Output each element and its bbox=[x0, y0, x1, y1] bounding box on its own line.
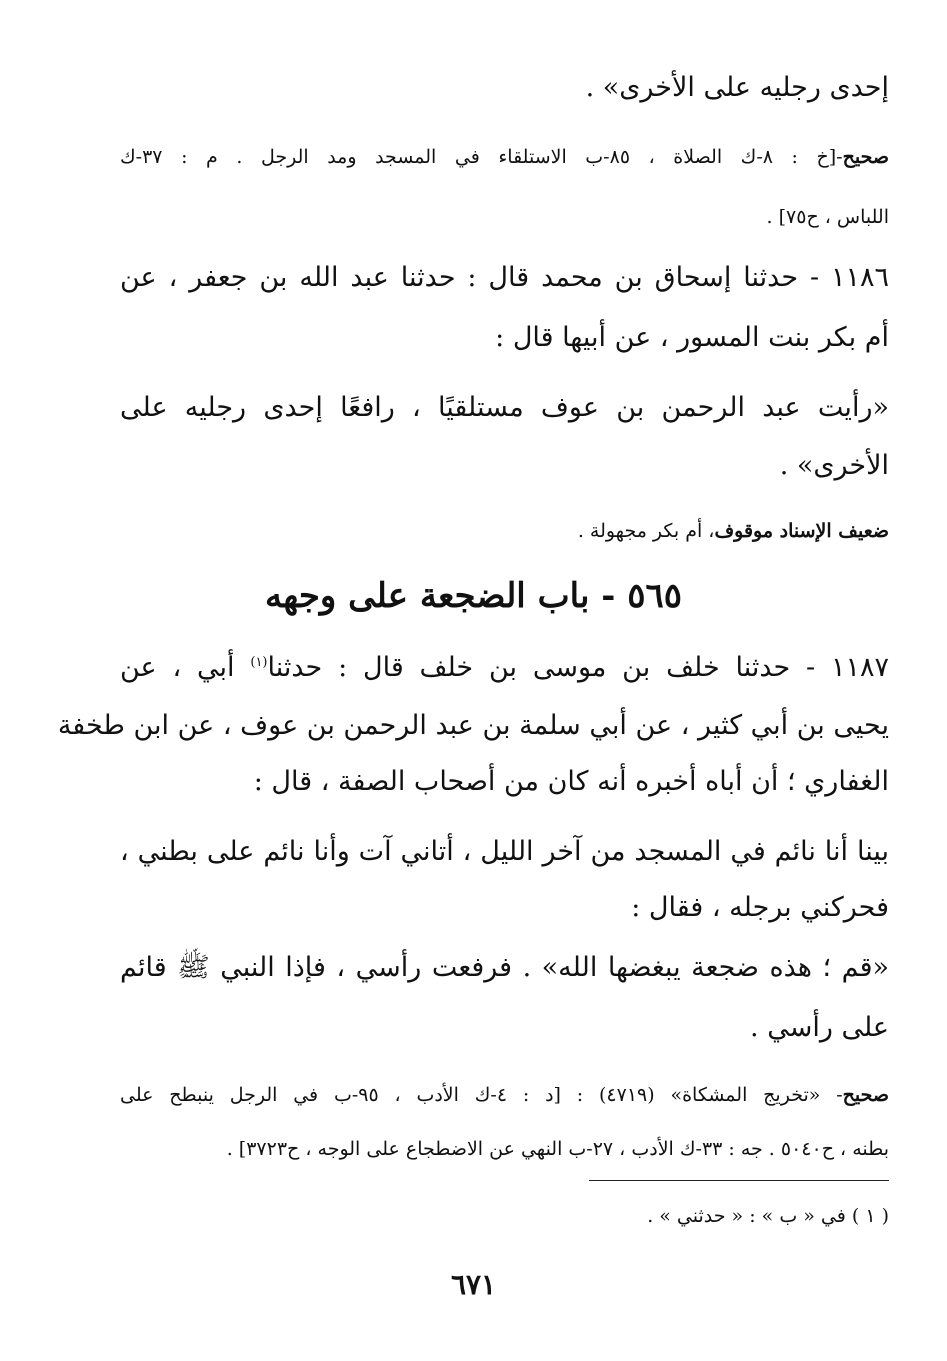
hadith-1186-isnad: أم بكر بنت المسور ، عن أبيها قال : bbox=[495, 322, 889, 353]
grading-line bbox=[120, 1084, 889, 1107]
footnote: ( ١ ) في « ب » : « حدثني » . bbox=[647, 1205, 889, 1227]
hadith-1186-matn: الأخرى» . bbox=[779, 450, 889, 481]
grade-label: صحيح bbox=[842, 146, 890, 168]
hadith-1187-matn: بينا أنا نائم في المسجد من آخر الليل ، أتاني آت وأنا نائم على بطني ، bbox=[120, 836, 889, 867]
grade-reference: - «تخريج المشكاة» (٤٧١٩) : [د : ٤-ك الأدب ، ٩٥-ب في الرجل ينبطح على bbox=[120, 1084, 843, 1106]
hadith-1187-matn: على رأسي . bbox=[750, 1012, 889, 1043]
grade-reference: -[خ : ٨-ك الصلاة ، ٨٥-ب الاستلقاء في المسجد ومد الرجل . م : ٣٧-ك bbox=[120, 146, 843, 168]
page-number: ٦٧١ bbox=[450, 1268, 497, 1301]
grade-reference: ، أم بكر مجهولة . bbox=[577, 520, 715, 542]
hadith-1187-matn: «قم ؛ هذه ضجعة يبغضها الله» . فرفعت رأسي ، فإذا النبي ﷺ قائم bbox=[120, 952, 889, 983]
hadith-1187-isnad: يحيى بن أبي كثير ، عن أبي سلمة بن عبد الرحمن بن عوف ، عن ابن طخفة bbox=[57, 710, 889, 741]
grading-line bbox=[120, 146, 889, 169]
grade-label: ضعيف الإسناد موقوف bbox=[714, 520, 889, 542]
hadith-1187-isnad: الغفاري ؛ أن أباه أخبره أنه كان من أصحاب الصفة ، قال : bbox=[253, 766, 889, 797]
text-line: إحدى رجليه على الأخرى» . bbox=[585, 72, 889, 103]
hadith-1186-isnad: ١١٨٦ - حدثنا إسحاق بن محمد قال : حدثنا عبد الله بن جعفر ، عن bbox=[120, 262, 889, 293]
grading-line bbox=[578, 520, 889, 543]
footnote-marker: (١) bbox=[250, 655, 268, 670]
grading-line: اللباس ، ح٧٥] . bbox=[766, 206, 889, 228]
grade-label: صحيح bbox=[842, 1084, 890, 1106]
chapter-heading: ٥٦٥ - باب الضجعة على وجهه bbox=[264, 576, 682, 616]
isnad-text: أبي ، عن bbox=[120, 652, 251, 683]
hadith-1187-matn: فحركني برجله ، فقال : bbox=[631, 892, 889, 923]
isnad-text: ١١٨٧ - حدثنا خلف بن موسى بن خلف قال : حدثنا bbox=[267, 652, 889, 683]
grading-line: بطنه ، ح٥٠٤٠ . جه : ٣٣-ك الأدب ، ٢٧-ب النهي عن الاضطجاع على الوجه ، ح٣٧٢٣] . bbox=[226, 1138, 889, 1160]
footnote-divider bbox=[589, 1180, 889, 1181]
hadith-1186-matn: «رأيت عبد الرحمن بن عوف مستلقيًا ، رافعًا إحدى رجليه على bbox=[120, 392, 889, 423]
hadith-1187-isnad bbox=[120, 652, 889, 684]
